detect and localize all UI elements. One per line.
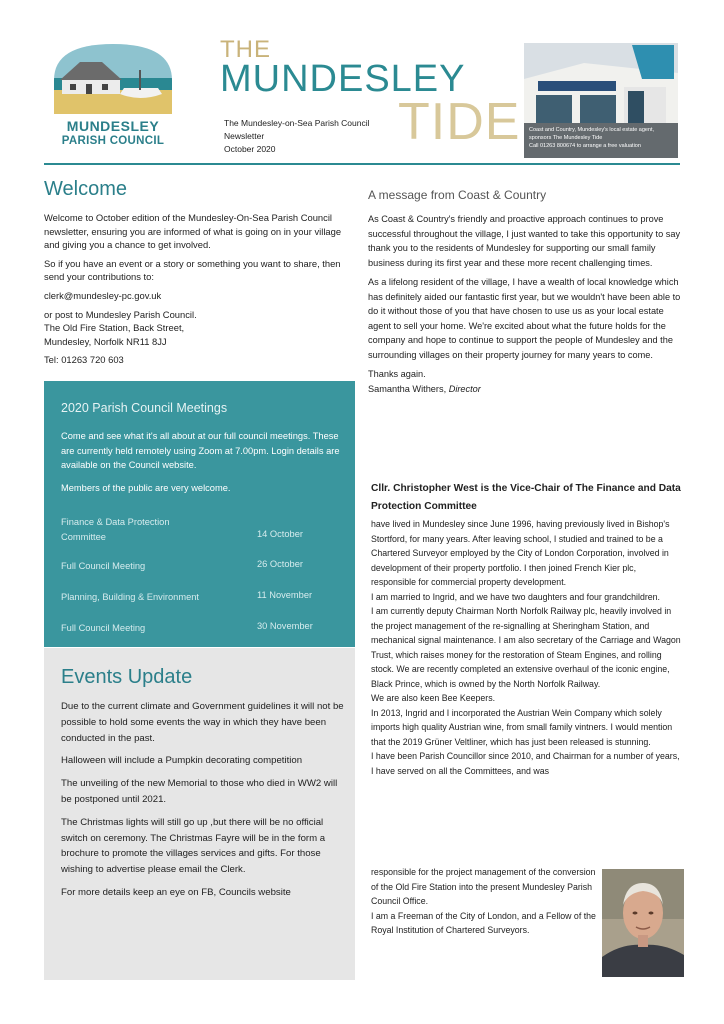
coast-country-paragraph: As Coast & Country's friendly and proactive approach continues to prove successful throughout the village, I just wanted to take this opportunity to say thank you to the residents of Mundesley for supporting our small family business during its first year and these more recent challenging times.: [368, 214, 681, 268]
councillor-profile-body: [371, 517, 683, 778]
councillor-paragraph: I am married to Ingrid, and we have two daughters and four grandchildren.: [371, 591, 660, 602]
meeting-name: Full Council Meeting: [61, 561, 146, 571]
meeting-name: Full Council Meeting: [61, 623, 146, 633]
man-portrait-icon: [602, 869, 684, 977]
masthead-tide: TIDE: [398, 93, 521, 151]
advert-caption: [529, 126, 677, 150]
meeting-date: 30 November: [257, 621, 313, 631]
meeting-date: 11 November: [257, 590, 313, 600]
events-paragraph: The Christmas lights will still go up ,but there will be no official switch on ceremony. The Christmas Fayre will be in the form a brochure to promote the villages services and gifts. For those wishing to advertise please email the Clerk.: [61, 816, 326, 876]
councillor-profile-body-narrow: [371, 865, 599, 938]
signature-title: Director: [448, 383, 481, 394]
events-paragraph: For more details keep an eye on FB, Councils website: [61, 886, 291, 898]
councillor-paragraph: In 2013, Ingrid and I incorporated the Austrian Wein Company which solely imports high quality Austrian wine, from small family vintners. I would mention that the 2019 Grüner Veltliner, which has just been released is stunning.: [371, 707, 673, 747]
header-divider: [44, 163, 680, 165]
newsletter-subtitle: The Mundesley-on-Sea Parish Council Newsletter: [224, 118, 370, 141]
councillor-paragraph: I am a Freeman of the City of London, and a Fellow of the Royal Institution of Chartered Surveyors.: [371, 910, 596, 935]
advert-caption-text: Coast and Country, Mundesley's local estate agent, sponsors The Mundesley Tide: [529, 127, 655, 141]
meeting-name: Finance & Data Protection Committee: [61, 517, 170, 542]
advert-phone-text: Call 01263 800674 to arrange a free valuation: [529, 143, 641, 149]
postal-line: Mundesley, Norfolk NR11 8JJ: [44, 335, 167, 347]
coast-country-heading: A message from Coast & Country: [368, 188, 547, 202]
councillor-paragraph: I am currently deputy Chairman North Norfolk Railway plc, heavily involved in the project management of the re-signalling at Sheringham Station, and mechanical signal maintenance. I am also secretary of the Carriage and Wagon Trust, which raises money for the restoration of Steam Engines, and rolling stock. We are recently completed an extensive overhaul of the iconic engine, Black Prince, which is owned by the North Norfolk Railway.: [371, 606, 681, 689]
masthead-the: THE: [220, 36, 271, 63]
meetings-public-note: Members of the public are very welcome.: [61, 483, 231, 493]
signature-line: [368, 382, 686, 397]
meeting-date: 14 October: [257, 529, 303, 539]
postal-line: The Old Fire Station, Back Street,: [44, 322, 185, 334]
seaside-cottage-logo-icon: [50, 40, 176, 114]
meeting-date: 26 October: [257, 559, 303, 569]
meetings-intro: Come and see what it's all about at our full council meetings. These are currently held remotely using Zoom at 7.00pm. Login details are available on the Council website.: [61, 431, 340, 470]
councillor-paragraph: We are also keen Bee Keepers.: [371, 693, 496, 703]
welcome-paragraph: So if you have an event or a story or something you want to share, then send your contributions to:: [44, 257, 341, 283]
parish-council-logo: [44, 40, 182, 152]
councillor-profile-heading: Cllr. Christopher West is the Vice-Chair of The Finance and Data Protection Committee: [371, 483, 681, 512]
councillor-paragraph: responsible for the project management of the conversion of the Old Fire Station into the present Mundesley Parish Council Office.: [371, 867, 596, 906]
councillor-paragraph: have lived in Mundesley since June 1996, having previously lived in Bishop's Stortford, for many years. After leaving school, I studied and trained to be a Chartered Surveyor employed by the City of London Corporation, involved in development of their property portfolio. I then joined French Kier plc, responsible for commercial property development.: [371, 519, 670, 587]
events-paragraph: Halloween will include a Pumpkin decorating competition: [61, 755, 303, 767]
events-heading: Events Update: [61, 666, 193, 688]
council-meetings-panel: [44, 381, 355, 647]
postal-line: or post to Mundesley Parish Council.: [44, 308, 197, 320]
meetings-heading: 2020 Parish Council Meetings: [61, 401, 228, 415]
coast-country-body: [368, 212, 686, 396]
welcome-paragraph: Welcome to October edition of the Mundesley-On-Sea Parish Council newsletter, ensuring you are informed of what is going on in your village and giving you a chance to get involved.: [44, 212, 342, 251]
councillor-paragraph: I have been Parish Councillor since 2010, and Chairman for a number of years, I have served on all the Committees, and was: [371, 751, 680, 776]
newsletter-date: October 2020: [224, 144, 276, 154]
welcome-heading: Welcome: [44, 178, 127, 200]
events-paragraph: Due to the current climate and Government guidelines it will not be possible to hold some events the way in which they have been conducted in the past.: [61, 701, 344, 744]
thanks-line: Thanks again.: [368, 369, 426, 379]
councillor-portrait: [602, 869, 684, 977]
masthead-mundesley: MUNDESLEY: [220, 58, 466, 100]
meeting-name: Planning, Building & Environment: [61, 592, 199, 602]
telephone-number: Tel: 01263 720 603: [44, 354, 124, 366]
logo-text-parish-council: PARISH COUNCIL: [61, 135, 165, 147]
events-update-panel: [44, 648, 355, 980]
coast-country-paragraph: As a lifelong resident of the village, I have a wealth of local knowledge which has definitely aided our fantastic first year, but we wouldn't have been able to do it without those of you that have chosen to use us as your local estate agent to sell your home. We're excited about what the future holds for the company and hope to continue to support the people of Mundesley and the surrounding villages on their property journey for many years to come.: [368, 277, 681, 360]
events-body: [61, 699, 346, 908]
welcome-body: [44, 211, 359, 367]
clerk-email: clerk@mundesley-pc.gov.uk: [44, 289, 162, 301]
signature-name: Samantha Withers,: [368, 383, 449, 394]
logo-text-mundesley: MUNDESLEY: [66, 118, 160, 134]
events-paragraph: The unveiling of the new Memorial to those who died in WW2 will be postponed until 2021.: [61, 778, 338, 805]
